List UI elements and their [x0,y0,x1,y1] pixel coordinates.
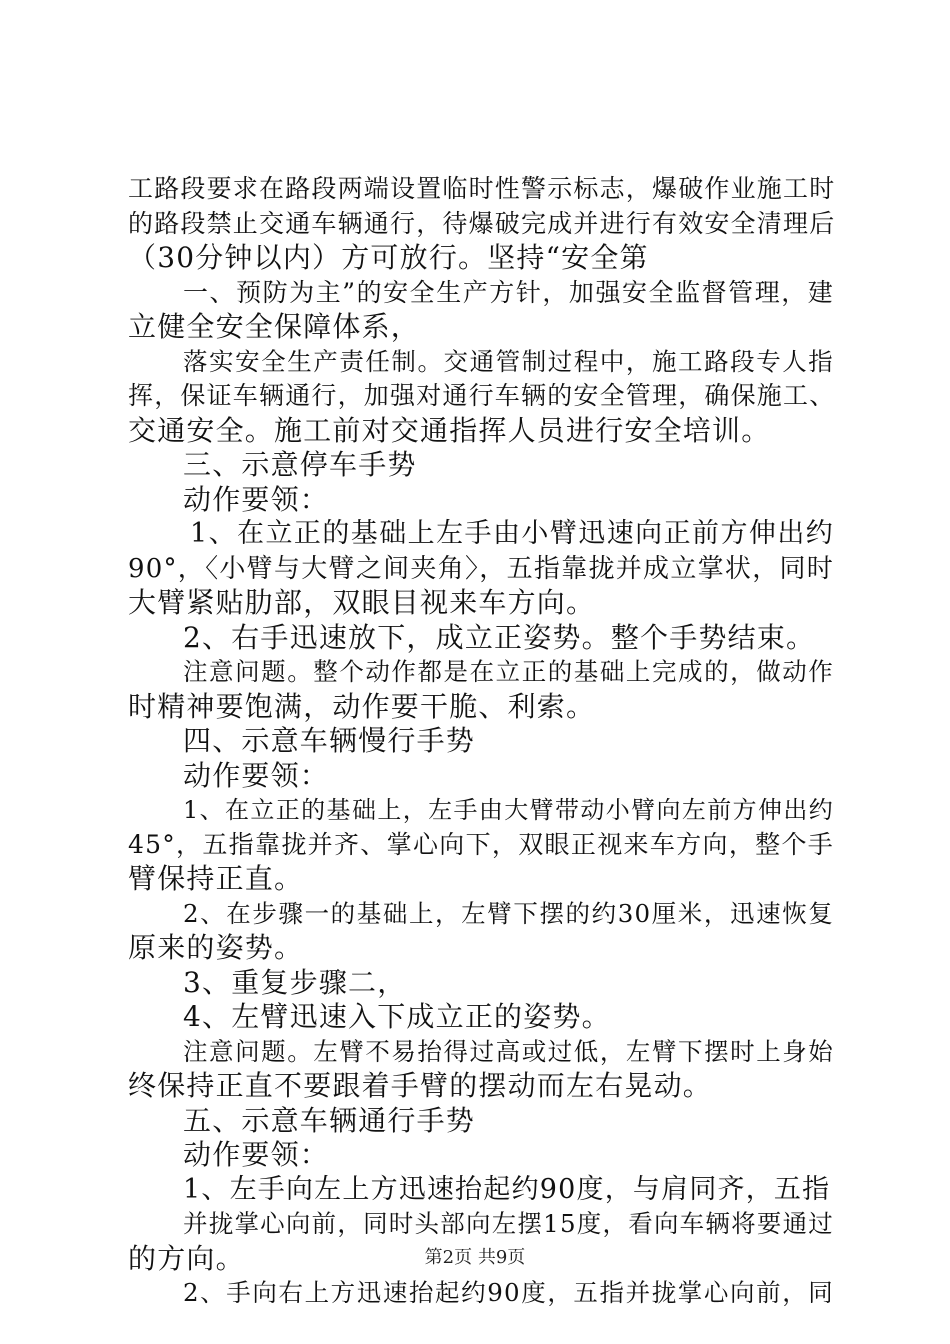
paragraph-line: 并拢掌心向前，同时头部向左摆15度，看向车辆将要通过 [183,1209,834,1238]
paragraph-line: 臂保持正直。 [128,862,304,895]
paragraph-line: 终保持正直不要跟着手臂的摆动而左右晃动。 [128,1069,713,1102]
paragraph-line: 45°，五指靠拢并齐、掌心向下，双眼正视来车方向，整个手 [128,829,834,859]
paragraph-line: 的路段禁止交通车辆通行，待爆破完成并进行有效安全清理后 [128,208,836,238]
paragraph-line: 原来的姿势。 [128,931,304,964]
paragraph-line: 的方向。 [128,1241,245,1275]
paragraph-line: 五、示意车辆通行手势 [183,1103,476,1137]
paragraph-line: 注意问题。左臂不易抬得过高或过低，左臂下摆时上身始 [183,1036,834,1066]
paragraph-line: 2、右手迅速放下，成立正姿势。整个手势结束。 [183,620,816,654]
paragraph-line: 2、在步骤一的基础上，左臂下摆的约30厘米，迅速恢复 [183,898,834,928]
document-body [128,172,834,1311]
paragraph-line: 挥，保证车辆通行，加强对通行车辆的安全管理，确保施工、 [128,381,836,410]
paragraph-line: 4、左臂迅速入下成立正的姿势。 [183,1000,611,1033]
paragraph-line: 四、示意车辆慢行手势 [183,724,476,757]
paragraph-line: 3、重复步骤二， [183,965,407,999]
paragraph-line: （30分钟以内）方可放行。坚持“安全第 [128,241,649,274]
paragraph-line: 三、示意停车手势 [183,448,417,481]
paragraph-line: 注意问题。整个动作都是在立正的基础上完成的，做动作 [183,657,834,686]
paragraph-line: 落实安全生产责任制。交通管制过程中，施工路段专人指 [183,346,834,376]
page-footer: 第2页 共9页 [424,1247,526,1268]
paragraph-line: 1、在立正的基础上，左手由大臂带动小臂向左前方伸出约 [183,796,834,824]
paragraph-line: 2、手向右上方迅速抬起约90度，五指并拢掌心向前，同 [183,1278,834,1307]
paragraph-line: 1、左手向左上方迅速抬起约90度，与肩同齐，五指 [183,1173,831,1205]
paragraph-line: 立健全安全保障体系， [128,310,421,343]
paragraph-line: 动作要领： [183,758,330,792]
paragraph-line: 动作要领： [183,1138,330,1171]
paragraph-line: 工路段要求在路段两端设置临时性警示标志，爆破作业施工时 [128,174,836,203]
paragraph-line: 一、预防为主”的安全生产方针，加强安全监督管理，建 [183,277,834,307]
paragraph-line: 90°，〈小臂与大臂之间夹角〉，五指靠拢并成立掌状，同时 [128,553,834,584]
paragraph-line: 动作要领： [183,482,330,516]
paragraph-line: 时精神要饱满，动作要干脆、利索。 [128,689,596,723]
paragraph-line: 大臂紧贴肋部，双眼目视来车方向。 [128,586,596,619]
paragraph-line: 交通安全。施工前对交通指挥人员进行安全培训。 [128,413,771,447]
paragraph-line: 1、在立正的基础上左手由小臂迅速向正前方伸出约 [190,518,834,549]
